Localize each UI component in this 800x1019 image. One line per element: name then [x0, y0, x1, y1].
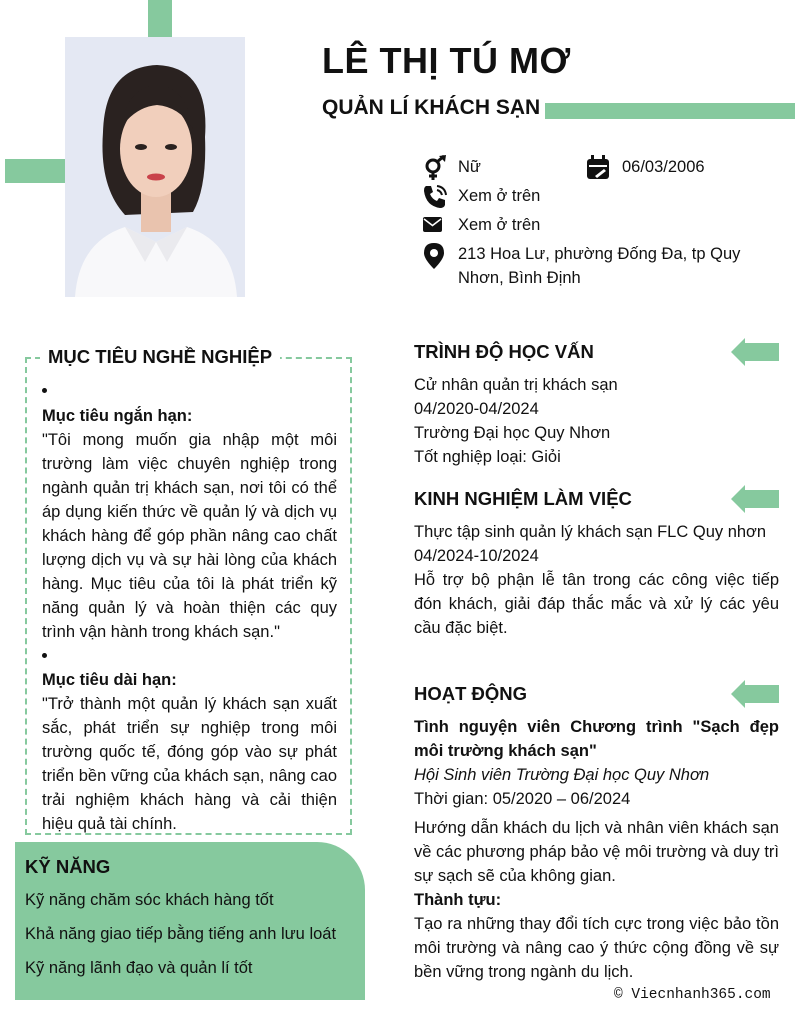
- left-arrow-icon: [731, 485, 779, 513]
- phone-value: Xem ở trên: [458, 187, 541, 205]
- activity-organization: Hội Sinh viên Trường Đại học Quy Nhơn: [414, 766, 710, 784]
- skills-title: KỸ NĂNG: [25, 856, 111, 877]
- achievement-text: Tạo ra những thay đổi tích cực trong việc bảo tồn môi trường và nâng cao ý thức cộng đồng về sự bền vững trong ngành du lịch.: [414, 915, 779, 981]
- education-degree: Cử nhân quản trị khách sạn: [414, 376, 618, 394]
- objective-title: MỤC TIÊU NGHỀ NGHIỆP: [40, 346, 280, 368]
- candidate-name: LÊ THỊ TÚ MƠ: [322, 40, 571, 81]
- left-arrow-icon: [731, 680, 779, 708]
- top-accent-bar: [148, 0, 172, 37]
- birthdate-row: [586, 155, 705, 181]
- experience-details: [414, 520, 779, 640]
- footer-credit: © Viecnhanh365.com: [614, 987, 771, 1003]
- calendar-icon: [586, 155, 612, 181]
- education-details: [414, 373, 779, 469]
- gender-icon: [422, 155, 448, 181]
- activities-title: HOẠT ĐỘNG: [414, 683, 528, 704]
- email-row: [422, 213, 540, 239]
- address-value: 213 Hoa Lư, phường Đống Đa, tp Quy Nhơn, Bình Định: [458, 245, 741, 287]
- skill-item: Khả năng giao tiếp bằng tiếng anh lưu loát: [25, 925, 337, 943]
- activities-details: [414, 715, 779, 984]
- education-grade: Tốt nghiệp loại: Giỏi: [414, 448, 561, 466]
- short-term-text: "Tôi mong muốn gia nhập một môi trường làm việc chuyên nghiệp trong ngành quản trị khách sạn, nơi tôi có thể áp dụng kiến thức về quản lý và dịch vụ khách hàng để góp phần nâng cao chất lượng dịch vụ và sự hài lòng của khách hàng. Mục tiêu của tôi là phát triển kỹ năng quản lý và hoàn thiện các quy trình vận hành trong khách sạn.": [42, 431, 337, 641]
- experience-period: 04/2024-10/2024: [414, 547, 539, 565]
- email-value: Xem ở trên: [458, 216, 541, 234]
- envelope-icon: [422, 213, 448, 239]
- activity-description: Hướng dẫn khách du lịch và nhân viên khách sạn về các phương pháp bảo vệ môi trường và duy trì sự sạch sẽ của không gian.: [414, 819, 779, 885]
- phone-row: [422, 184, 540, 210]
- location-pin-icon: [422, 242, 448, 268]
- profile-photo: [65, 37, 245, 297]
- skill-item: Kỹ năng chăm sóc khách hàng tốt: [25, 891, 274, 909]
- short-term-label: Mục tiêu ngắn hạn:: [42, 407, 193, 425]
- title-underline-bar: [545, 103, 795, 119]
- experience-position: Thực tập sinh quản lý khách sạn FLC Quy nhơn: [414, 523, 767, 541]
- birthdate-value: 06/03/2006: [622, 158, 705, 176]
- activity-role: Tình nguyện viên Chương trình "Sạch đẹp môi trường khách sạn": [414, 718, 779, 760]
- left-arrow-icon: [731, 338, 779, 366]
- experience-description: Hỗ trợ bộ phận lễ tân trong các công việc tiếp đón khách, giải đáp thắc mắc và xử lý các yêu cầu đặc biệt.: [414, 571, 779, 637]
- gender-row: [422, 155, 481, 181]
- education-period: 04/2020-04/2024: [414, 400, 539, 418]
- long-term-text: "Trở thành một quản lý khách sạn xuất sắc, phát triển sự nghiệp trong môi trường quốc tế, đóng góp vào sự phát triển bền vững của khách sạn, nâng cao trải nghiệm khách hàng và cải thiện hiệu quả tài chính.: [42, 695, 337, 833]
- skill-item: Kỹ năng lãnh đạo và quản lí tốt: [25, 959, 253, 977]
- left-accent-bar: [5, 159, 65, 183]
- phone-icon: [422, 184, 448, 210]
- skills-panel: [15, 842, 365, 1000]
- address-row: [422, 242, 752, 290]
- objective-content: [42, 380, 337, 836]
- experience-title: KINH NGHIỆM LÀM VIỆC: [414, 488, 632, 509]
- achievement-label: Thành tựu:: [414, 891, 502, 909]
- gender-value: Nữ: [458, 158, 481, 176]
- education-school: Trường Đại học Quy Nhơn: [414, 424, 611, 442]
- activity-time: Thời gian: 05/2020 – 06/2024: [414, 790, 631, 808]
- education-title: TRÌNH ĐỘ HỌC VẤN: [414, 341, 594, 362]
- job-title: QUẢN LÍ KHÁCH SẠN: [322, 96, 541, 119]
- long-term-label: Mục tiêu dài hạn:: [42, 671, 177, 689]
